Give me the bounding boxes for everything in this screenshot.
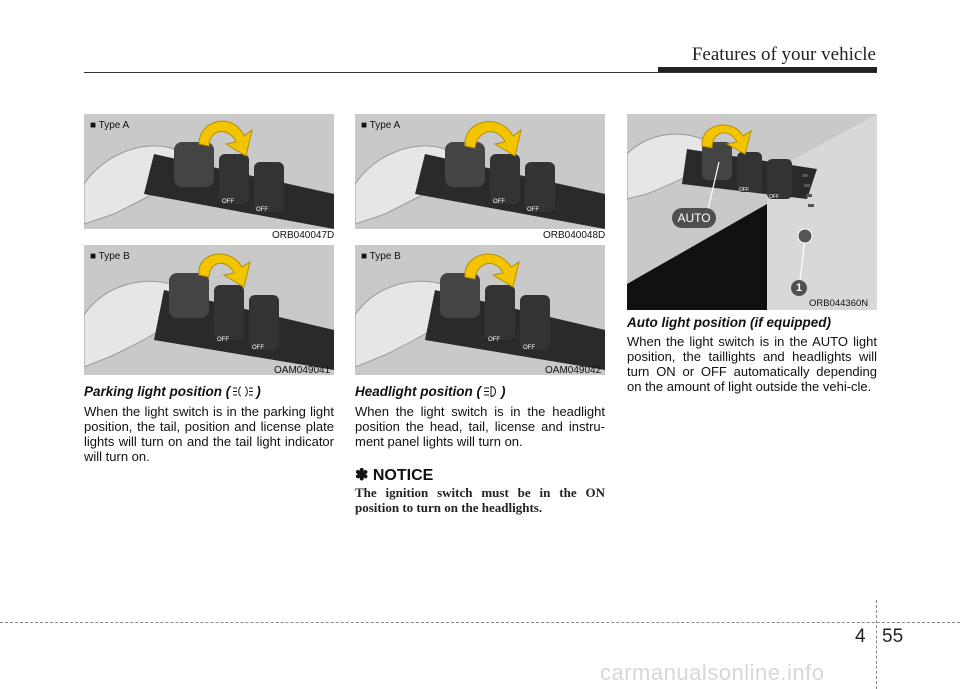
auto-badge: AUTO bbox=[672, 208, 716, 228]
page-header-title: Features of your vehicle bbox=[691, 44, 876, 65]
off-label: OFF bbox=[527, 207, 539, 213]
switch-photo-art bbox=[627, 114, 877, 310]
figure-headlight-type-b bbox=[355, 245, 605, 375]
page-number: 55 bbox=[882, 626, 904, 647]
callout-number: 1 bbox=[791, 280, 807, 296]
switch-photo-art bbox=[355, 245, 605, 375]
off-label: OFF bbox=[523, 345, 535, 351]
footer-divider bbox=[876, 600, 877, 689]
switch-photo-art bbox=[84, 114, 334, 229]
parking-light-icon bbox=[232, 385, 254, 398]
off-label: OFF bbox=[256, 207, 268, 213]
headlight-icon bbox=[483, 385, 499, 398]
off-label: OFF bbox=[252, 345, 264, 351]
figure-code: ORB044360N bbox=[809, 298, 869, 309]
off-label: OFF bbox=[769, 194, 779, 200]
notice-title: ✽ NOTICE bbox=[355, 467, 434, 484]
off-label: OFF bbox=[493, 199, 505, 205]
switch-photo-art bbox=[355, 114, 605, 229]
figure-type-label: ■ Type B bbox=[361, 251, 401, 262]
notice-body: The ignition switch must be in the ON position to turn on the headlights. bbox=[355, 485, 605, 515]
figure-code: OAM049042 bbox=[545, 365, 602, 376]
heading-prefix: Headlight position ( bbox=[355, 384, 481, 399]
figure-code: ORB040048D bbox=[543, 230, 606, 241]
parking-light-body: When the light switch is in the parking light position, the tail, position and license plate lights will turn on and the tail light indicator will turn on. bbox=[84, 404, 334, 464]
off-label: OFF bbox=[217, 337, 229, 343]
header-rule-thin bbox=[84, 72, 877, 73]
figure-auto-light bbox=[627, 114, 877, 310]
figure-parking-type-a bbox=[84, 114, 334, 229]
auto-light-heading: Auto light position (if equipped) bbox=[627, 315, 831, 330]
footer-rule bbox=[0, 622, 960, 623]
auto-light-body: When the light switch is in the AUTO light position, the taillights and headlights will turn ON or OFF automatically depending on the amount of light outside the vehi-cle. bbox=[627, 334, 877, 394]
figure-parking-type-b bbox=[84, 245, 334, 375]
headlight-body: When the light switch is in the headlight position the head, tail, license and instru-ment panel lights will turn on. bbox=[355, 404, 605, 449]
headlight-heading bbox=[355, 384, 506, 399]
figure-type-label: ■ Type B bbox=[90, 251, 130, 262]
figure-headlight-type-a bbox=[355, 114, 605, 229]
chapter-number: 4 bbox=[855, 626, 866, 647]
figure-code: OAM049041 bbox=[274, 365, 331, 376]
off-label: OFF bbox=[222, 199, 234, 205]
heading-suffix: ) bbox=[501, 384, 506, 399]
figure-type-label: ■ Type A bbox=[361, 120, 401, 131]
heading-suffix: ) bbox=[256, 384, 261, 399]
watermark: carmanualsonline.info bbox=[600, 660, 825, 685]
heading-prefix: Parking light position ( bbox=[84, 384, 231, 399]
switch-photo-art bbox=[84, 245, 334, 375]
off-label: OFF bbox=[488, 337, 500, 343]
off-label: OFF bbox=[739, 187, 749, 193]
parking-light-heading bbox=[84, 384, 261, 399]
figure-code: ORB040047D bbox=[272, 230, 335, 241]
figure-type-label: ■ Type A bbox=[90, 120, 130, 131]
